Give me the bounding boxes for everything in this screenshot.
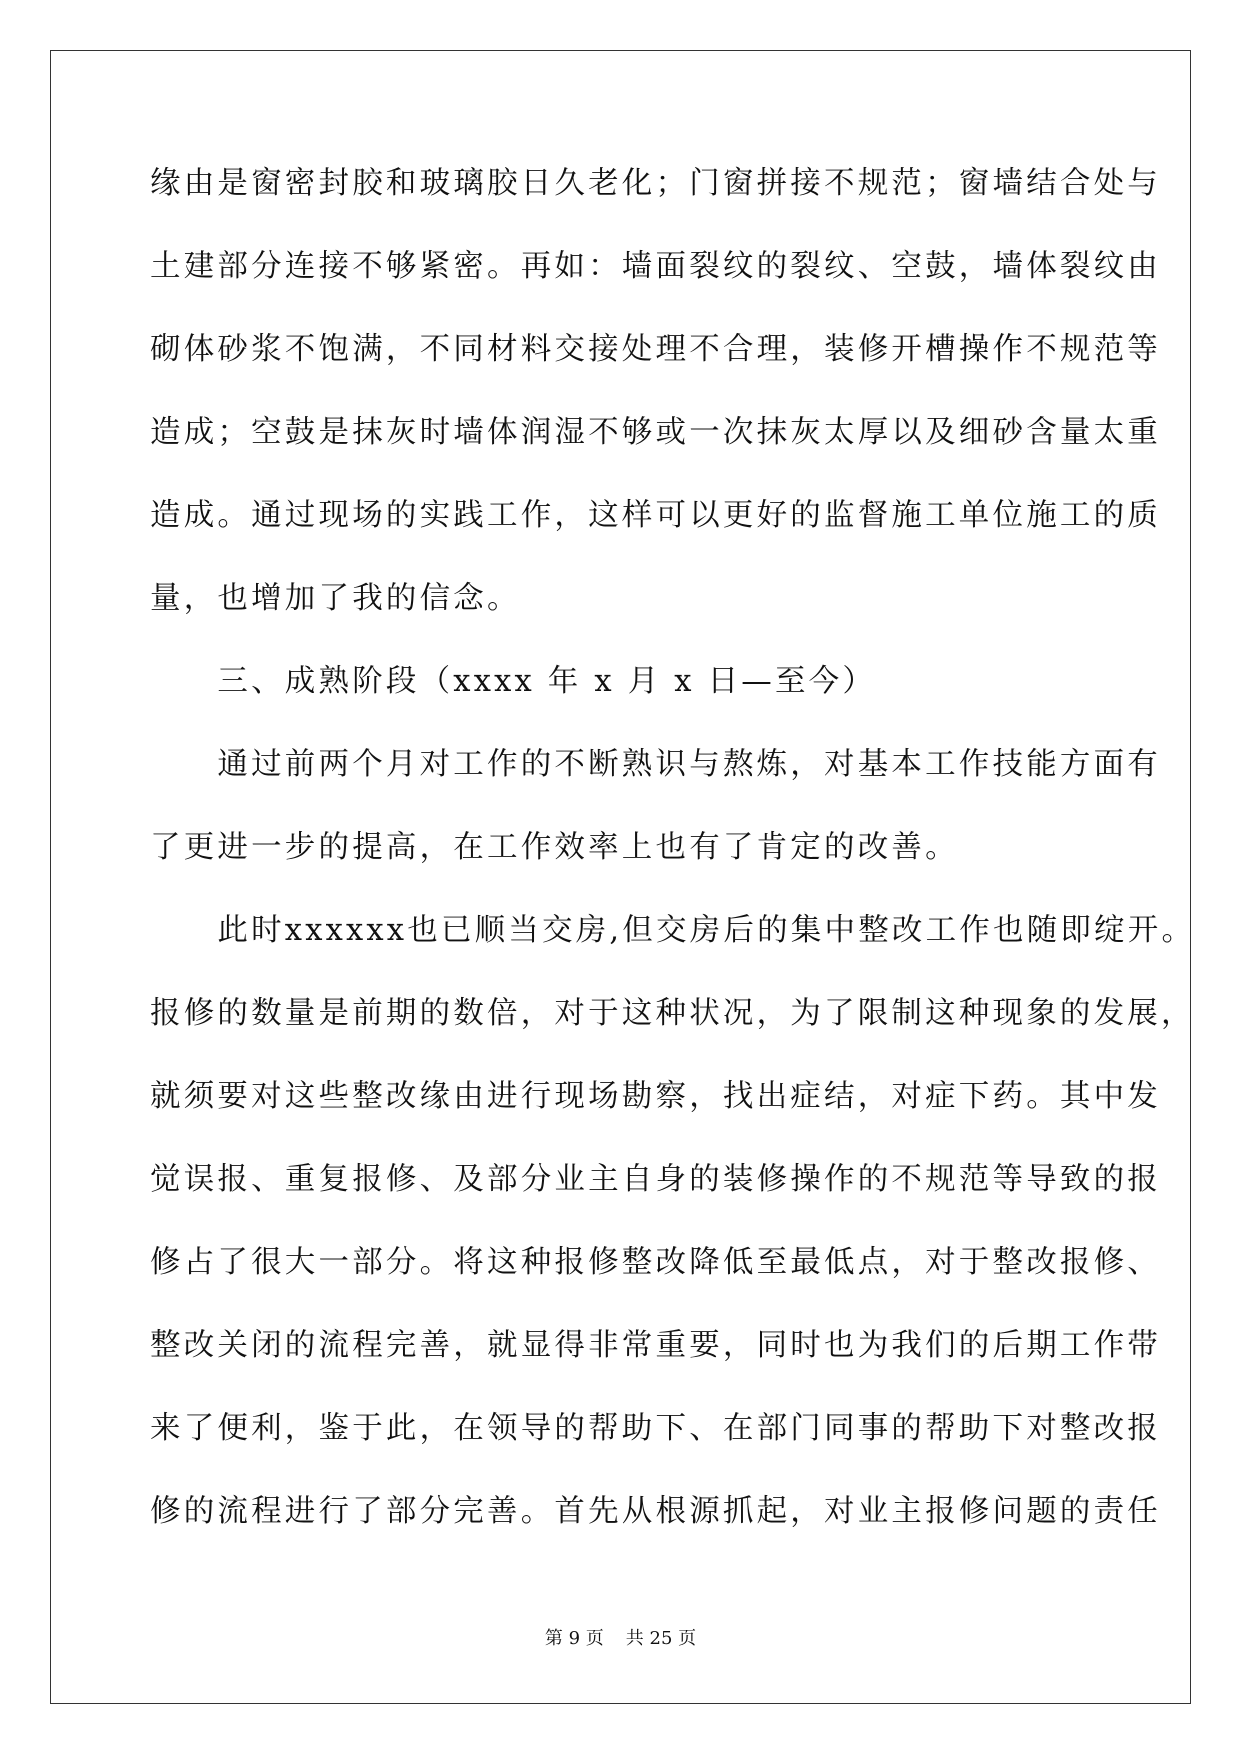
text-line: 觉误报、重复报修、及部分业主自身的装修操作的不规范等导致的报 bbox=[150, 1162, 1161, 1197]
section-heading: 三、成熟阶段（xxxx 年 x 月 x 日—至今） bbox=[150, 664, 877, 699]
text-line: 来了便利，鉴于此，在领导的帮助下、在部门同事的帮助下对整改报 bbox=[150, 1411, 1161, 1446]
text-line: 土建部分连接不够紧密。再如：墙面裂纹的裂纹、空鼓，墙体裂纹由 bbox=[150, 249, 1161, 284]
text-line: 通过前两个月对工作的不断熟识与熬炼，对基本工作技能方面有 bbox=[150, 747, 1161, 782]
page-total: 共 25 页 bbox=[625, 1628, 697, 1649]
page-footer bbox=[0, 1627, 1241, 1651]
text-line: 此时xxxxxx也已顺当交房,但交房后的集中整改工作也随即绽开。 bbox=[150, 913, 1196, 948]
text-line: 造成；空鼓是抹灰时墙体润湿不够或一次抹灰太厚以及细砂含量太重 bbox=[150, 415, 1161, 450]
text-line: 砌体砂浆不饱满，不同材料交接处理不合理，装修开槽操作不规范等 bbox=[150, 332, 1161, 367]
text-line: 修的流程进行了部分完善。首先从根源抓起，对业主报修问题的责任 bbox=[150, 1494, 1161, 1529]
page-number: 第 9 页 bbox=[544, 1628, 604, 1649]
text-line: 量，也增加了我的信念。 bbox=[150, 581, 521, 616]
text-line: 了更进一步的提高，在工作效率上也有了肯定的改善。 bbox=[150, 830, 959, 865]
text-line: 报修的数量是前期的数倍，对于这种状况，为了限制这种现象的发展， bbox=[150, 996, 1195, 1031]
text-line: 修占了很大一部分。将这种报修整改降低至最低点，对于整改报修、 bbox=[150, 1245, 1161, 1280]
text-line: 就须要对这些整改缘由进行现场勘察，找出症结，对症下药。其中发 bbox=[150, 1079, 1161, 1114]
text-line: 缘由是窗密封胶和玻璃胶日久老化；门窗拼接不规范；窗墙结合处与 bbox=[150, 166, 1161, 201]
text-line: 造成。通过现场的实践工作，这样可以更好的监督施工单位施工的质 bbox=[150, 498, 1161, 533]
document-body bbox=[150, 164, 1196, 1575]
text-line: 整改关闭的流程完善，就显得非常重要，同时也为我们的后期工作带 bbox=[150, 1328, 1161, 1363]
